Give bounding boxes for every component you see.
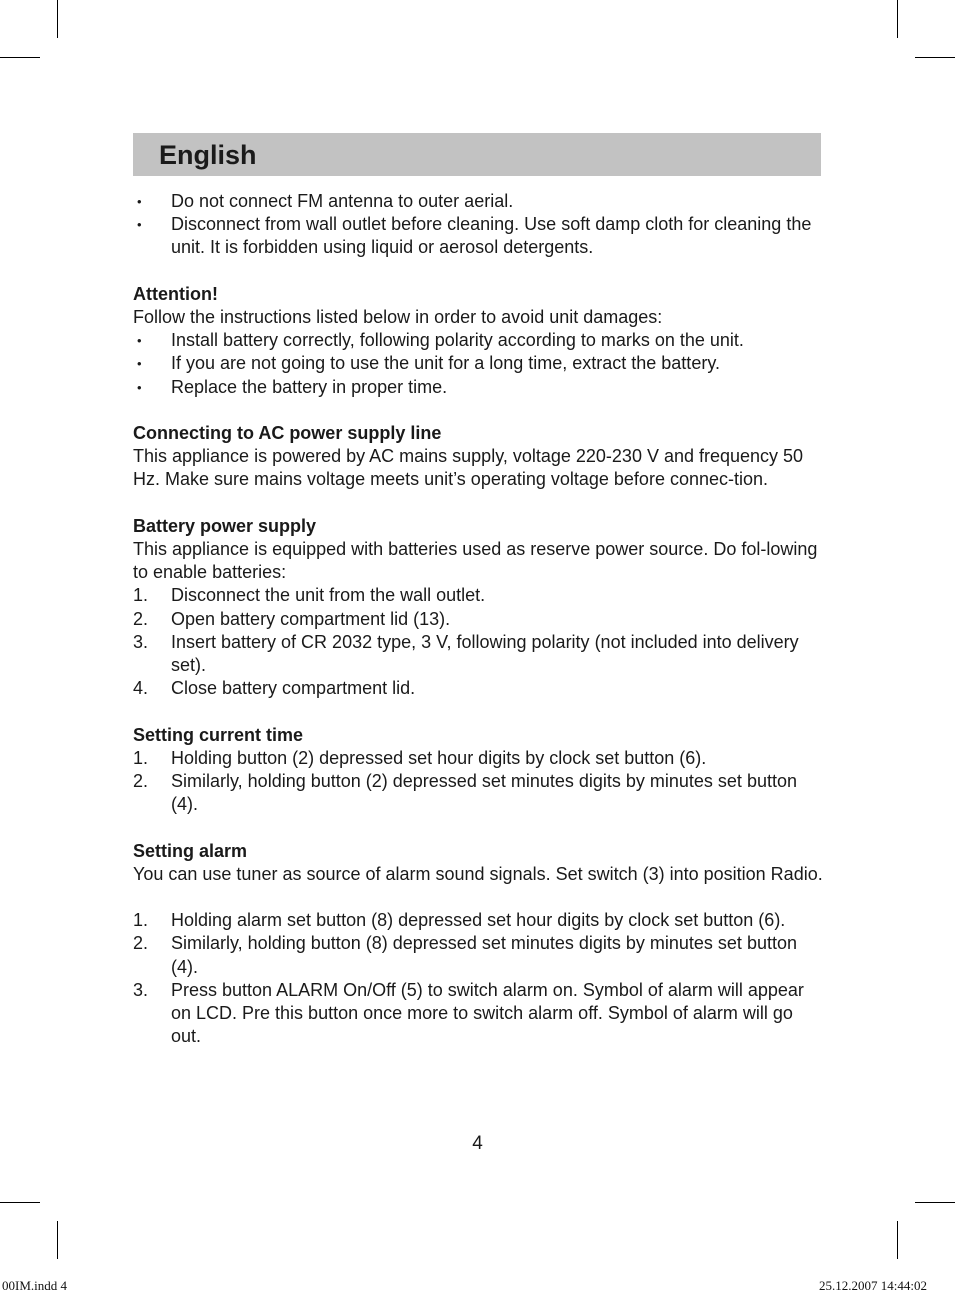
list-item xyxy=(133,329,823,352)
item-text: Open battery compartment lid (13). xyxy=(171,608,451,629)
list-item-text: If you are not going to use the unit for a long time, extract the battery. xyxy=(171,353,720,374)
crop-mark xyxy=(0,57,40,58)
section-heading-ac-power: Connecting to AC power supply line xyxy=(133,423,442,443)
numbered-item xyxy=(133,979,823,1049)
item-text: Disconnect the unit from the wall outlet. xyxy=(171,585,486,606)
crop-mark xyxy=(0,1202,40,1203)
page-number: 4 xyxy=(472,1133,483,1154)
item-text: Press button ALARM On/Off (5) to switch alarm on. Symbol of alarm will appear on LCD. Pre this button once more to switch alarm off. Symbol of alarm will go out. xyxy=(171,979,804,1047)
list-item xyxy=(133,213,823,259)
list-item-text: Install battery correctly, following polarity according to marks on the unit. xyxy=(171,330,744,351)
numbered-item xyxy=(133,770,823,816)
item-number: 3. xyxy=(133,979,149,1000)
crop-mark xyxy=(897,1221,898,1259)
bullet-marker: • xyxy=(137,194,142,209)
item-text: Similarly, holding button (2) depressed set minutes digits by minutes set button (4). xyxy=(171,771,797,815)
crop-mark xyxy=(57,0,58,38)
section-text: This appliance is powered by AC mains supply, voltage 220-230 V and frequency 50 Hz. Make sure mains voltage meets unit’s operating voltage before connec-tion. xyxy=(133,446,804,490)
item-number: 4. xyxy=(133,678,149,699)
item-number: 3. xyxy=(133,631,149,652)
section-text: You can use tuner as source of alarm sound signals. Set switch (3) into position Radio. xyxy=(133,863,823,884)
slug-datetime: 25.12.2007 14:44:02 xyxy=(819,1278,927,1293)
bullet-marker: • xyxy=(137,379,142,395)
item-number: 2. xyxy=(133,933,149,954)
section-text: This appliance is equipped with batteries used as reserve power source. Do fol-lowing to enable batteries: xyxy=(133,539,818,583)
list-item xyxy=(133,352,823,375)
numbered-item xyxy=(133,608,823,631)
item-number: 1. xyxy=(133,585,149,606)
slug-filename: 00IM.indd 4 xyxy=(2,1278,67,1293)
item-text: Similarly, holding button (8) depressed set minutes digits by minutes set button (4). xyxy=(171,933,797,977)
list-item-text: Do not connect FM antenna to outer aerial. xyxy=(171,191,514,211)
list-item xyxy=(133,190,823,213)
crop-mark xyxy=(897,0,898,38)
document-body xyxy=(133,190,823,1048)
bullet-marker: • xyxy=(137,333,142,349)
crop-mark xyxy=(57,1221,58,1259)
crop-mark xyxy=(915,57,955,58)
section-heading-battery: Battery power supply xyxy=(133,515,317,536)
section-text: Follow the instructions listed below in order to avoid unit damages: xyxy=(133,307,663,327)
section-heading-attention: Attention! xyxy=(133,283,218,304)
numbered-item xyxy=(133,677,823,700)
numbered-item xyxy=(133,747,823,770)
page-title: English xyxy=(159,140,257,170)
item-text: Holding alarm set button (8) depressed set hour digits by clock set button (6). xyxy=(171,910,786,931)
numbered-item xyxy=(133,932,823,978)
list-item-text: Disconnect from wall outlet before cleaning. Use soft damp cloth for cleaning the unit. It is forbidden using liquid or aerosol detergents. xyxy=(171,214,812,258)
list-item xyxy=(133,376,823,399)
item-number: 2. xyxy=(133,608,149,629)
item-number: 2. xyxy=(133,771,149,792)
list-item-text: Replace the battery in proper time. xyxy=(171,376,448,397)
bullet-marker: • xyxy=(137,356,142,372)
numbered-item xyxy=(133,584,823,607)
item-number: 1. xyxy=(133,747,149,768)
bullet-marker: • xyxy=(137,217,142,233)
language-header xyxy=(133,133,821,176)
crop-mark xyxy=(915,1202,955,1203)
item-text: Insert battery of CR 2032 type, 3 V, following polarity (not included into delivery set). xyxy=(171,631,799,676)
numbered-item xyxy=(133,631,823,677)
item-number: 1. xyxy=(133,910,149,931)
numbered-item xyxy=(133,909,823,932)
item-text: Holding button (2) depressed set hour digits by clock set button (6). xyxy=(171,747,707,768)
section-heading-current-time: Setting current time xyxy=(133,724,304,745)
item-text: Close battery compartment lid. xyxy=(171,678,416,699)
section-heading-alarm: Setting alarm xyxy=(133,840,248,861)
